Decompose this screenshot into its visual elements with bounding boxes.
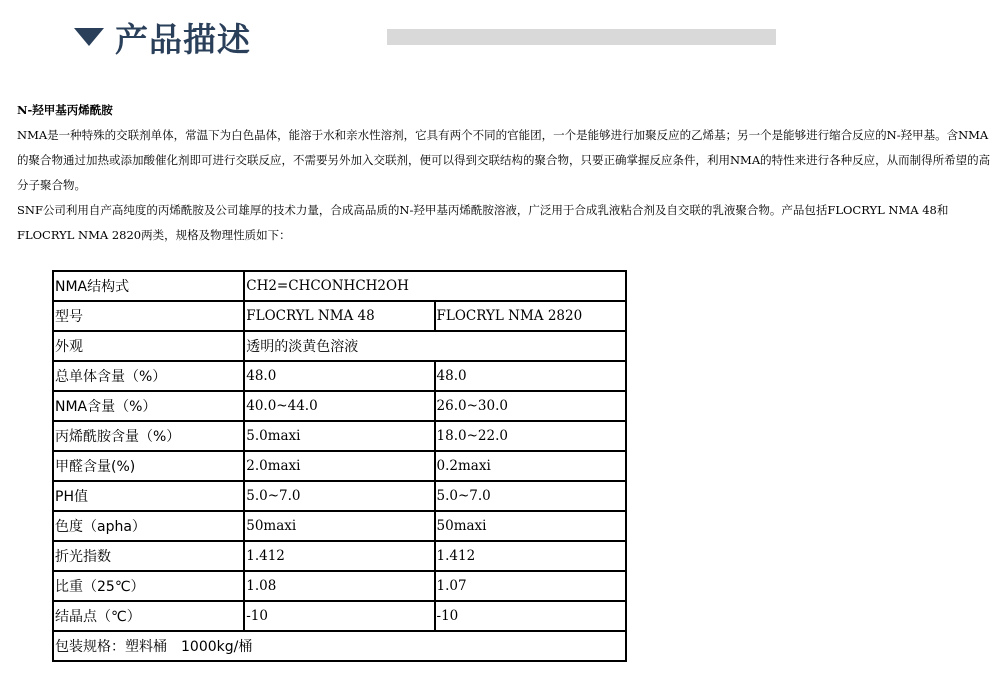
table-cell: 甲醛含量(%) [53, 451, 244, 481]
table-cell: 比重（25℃） [53, 571, 244, 601]
header-divider-bar [387, 29, 776, 45]
table-cell: 26.0~30.0 [435, 391, 626, 421]
table-cell: 1.07 [435, 571, 626, 601]
table-row [53, 631, 626, 661]
table-cell: -10 [435, 601, 626, 631]
description-paragraph-2: SNF公司利用自产高纯度的丙烯酰胺及公司雄厚的技术力量，合成高品质的N-羟甲基丙烯酰胺溶液，广泛用于合成乳液粘合剂及自交联的乳液聚合物。产品包括FLOCRYL NMA 48和FLOCRYL NMA 2820两类，规格及物理性质如下： [17, 203, 949, 242]
table-row [53, 361, 626, 391]
table-cell: 5.0maxi [244, 421, 434, 451]
table-cell: 48.0 [244, 361, 434, 391]
product-description [17, 98, 992, 248]
table-cell: 结晶点（℃） [53, 601, 244, 631]
table-cell: 50maxi [435, 511, 626, 541]
table-row [53, 511, 626, 541]
product-heading: N-羟甲基丙烯酰胺 [17, 103, 113, 117]
table-cell: 1.412 [244, 541, 434, 571]
table-cell: NMA含量（%） [53, 391, 244, 421]
section-header [0, 0, 1004, 80]
table-cell: 外观 [53, 331, 244, 361]
table-row [53, 541, 626, 571]
table-cell: 5.0~7.0 [435, 481, 626, 511]
table-row [53, 331, 626, 361]
description-paragraph-1: NMA是一种特殊的交联剂单体，常温下为白色晶体，能溶于水和亲水性溶剂，它具有两个不同的官能团，一个是能够进行加聚反应的乙烯基；另一个是能够进行缩合反应的N-羟甲基。含NMA的聚合物通过加热或添加酸催化剂即可进行交联反应，不需要另外加入交联剂，便可以得到交联结构的聚合物，只要正确掌握反应条件，利用NMA的特性来进行各种反应，从而制得所希望的高分子聚合物。 [17, 128, 991, 192]
table-row [53, 571, 626, 601]
table-cell: 总单体含量（%） [53, 361, 244, 391]
table-row [53, 391, 626, 421]
table-row [53, 421, 626, 451]
table-cell: 0.2maxi [435, 451, 626, 481]
table-row [53, 451, 626, 481]
table-row [53, 481, 626, 511]
packaging-cell: 包装规格：塑料桶 1000kg/桶 [53, 631, 626, 661]
table-cell: 折光指数 [53, 541, 244, 571]
table-cell: 2.0maxi [244, 451, 434, 481]
table-cell: 1.08 [244, 571, 434, 601]
table-cell: 1.412 [435, 541, 626, 571]
table-cell: FLOCRYL NMA 2820 [435, 301, 626, 331]
table-cell: FLOCRYL NMA 48 [244, 301, 434, 331]
table-cell: 色度（apha） [53, 511, 244, 541]
table-cell: 40.0~44.0 [244, 391, 434, 421]
table-cell: PH值 [53, 481, 244, 511]
table-cell: 丙烯酰胺含量（%） [53, 421, 244, 451]
table-row [53, 271, 626, 301]
table-cell: 50maxi [244, 511, 434, 541]
table-cell: 型号 [53, 301, 244, 331]
table-cell: 18.0~22.0 [435, 421, 626, 451]
table-cell: 透明的淡黄色溶液 [244, 331, 626, 361]
triangle-down-icon [74, 28, 104, 46]
table-cell: 48.0 [435, 361, 626, 391]
table-cell: 5.0~7.0 [244, 481, 434, 511]
table-cell: CH2=CHCONHCH2OH [244, 271, 626, 301]
section-title: 产品描述 [115, 20, 251, 59]
table-cell: -10 [244, 601, 434, 631]
table-row [53, 601, 626, 631]
table-row [53, 301, 626, 331]
table-cell: NMA结构式 [53, 271, 244, 301]
spec-table [52, 270, 627, 662]
